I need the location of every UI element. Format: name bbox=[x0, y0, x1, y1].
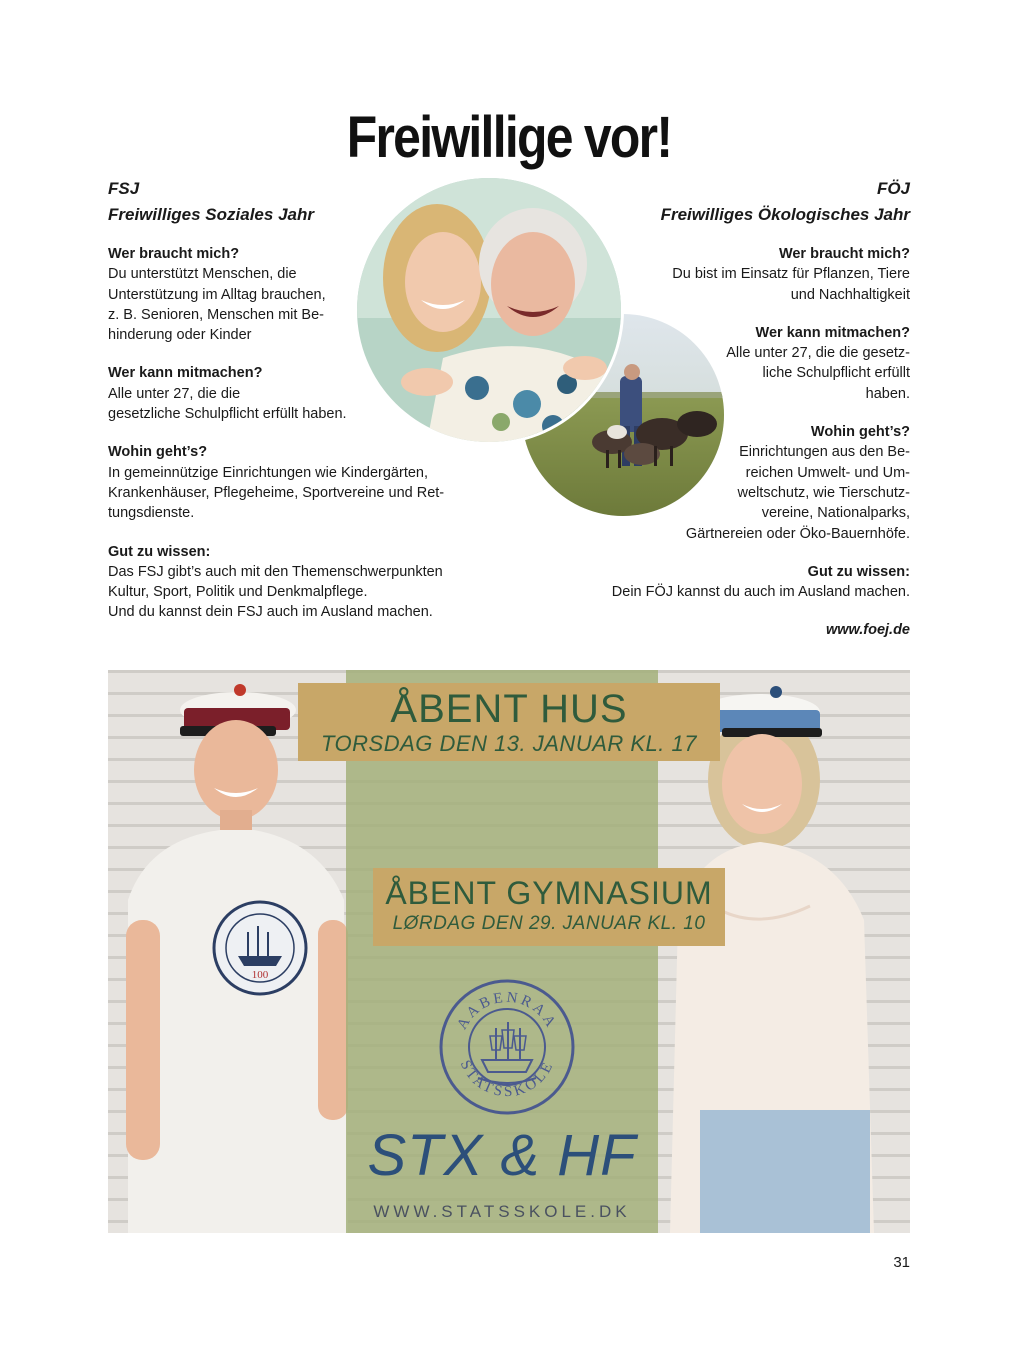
foej-q1: Wer braucht mich? bbox=[778, 246, 910, 262]
foej-a2-l2: liche Schulpflicht erfüllt bbox=[762, 365, 910, 382]
page-number: 31 bbox=[893, 1254, 910, 1271]
statsskole-advertisement bbox=[108, 670, 910, 1233]
foej-a3-l5: Gärtnereien oder Öko-Bauernhöfe. bbox=[685, 525, 910, 542]
fsj-a1-l4: hinderung oder Kinder bbox=[108, 327, 252, 344]
fsj-a1-l2: Unterstützung im Alltag brauchen, bbox=[108, 286, 326, 303]
foej-q4: Gut zu wissen: bbox=[807, 563, 910, 580]
young-and-senior-woman-photo bbox=[354, 175, 624, 445]
fsj-name: Freiwilliges Soziales Jahr bbox=[108, 205, 314, 224]
open-gymnasium-date: LØRDAG DEN 29. JANUAR KL. 10 bbox=[392, 913, 706, 934]
foej-name: Freiwilliges Ökologisches Jahr bbox=[660, 205, 910, 224]
fsj-q2: Wer kann mitmachen? bbox=[108, 365, 263, 382]
foej-q2: Wer kann mitmachen? bbox=[755, 324, 910, 341]
fsj-a3-l1: In gemeinnützige Einrichtungen wie Kindergärten, bbox=[108, 464, 429, 481]
page-title: Freiwillige vor! bbox=[346, 105, 672, 170]
open-house-banner bbox=[298, 683, 720, 761]
open-gymnasium-title: ÅBENT GYMNASIUM bbox=[385, 875, 713, 911]
fsj-q1: Wer braucht mich? bbox=[108, 246, 240, 262]
fsj-q4: Gut zu wissen: bbox=[108, 543, 211, 560]
logo-text-top: AABENRAA bbox=[454, 989, 560, 1033]
foej-a3-l4: vereine, Nationalparks, bbox=[761, 505, 910, 522]
foej-a3-l2: reichen Umwelt- und Um- bbox=[745, 464, 910, 481]
fsj-a1-l1: Du unterstützt Menschen, die bbox=[108, 266, 297, 283]
fsj-a4-l3: Und du kannst dein FSJ auch im Ausland machen. bbox=[108, 604, 433, 621]
foej-q3: Wohin geht’s? bbox=[810, 424, 910, 441]
fsj-a4-l2: Kultur, Sport, Politik und Denkmalpflege. bbox=[108, 584, 368, 601]
fsj-a3-l3: tungsdienste. bbox=[108, 505, 195, 522]
foej-a3-l1: Einrichtungen aus den Be- bbox=[739, 444, 910, 461]
stx-hf-headline: STX & HF bbox=[367, 1123, 637, 1188]
foej-abbr: FÖJ bbox=[876, 179, 910, 198]
open-gymnasium-banner bbox=[373, 868, 725, 946]
fsj-a2-l1: Alle unter 27, die die bbox=[108, 385, 241, 402]
fsj-a4-l1: Das FSJ gibt’s auch mit den Themenschwerpunkten bbox=[108, 563, 443, 580]
shirt-number: 100 bbox=[251, 969, 269, 981]
statsskole-website-link[interactable]: WWW.STATSSKOLE.DK bbox=[373, 1202, 631, 1221]
fsj-a2-l2: gesetzliche Schulpflicht erfüllt haben. bbox=[108, 406, 347, 423]
fsj-a3-l2: Krankenhäuser, Pflegeheime, Sportvereine und Ret- bbox=[108, 484, 445, 501]
fsj-a1-l3: z. B. Senioren, Menschen mit Be- bbox=[108, 306, 324, 323]
foej-a2-l1: Alle unter 27, die die gesetz- bbox=[726, 345, 910, 362]
open-house-date: TORSDAG DEN 13. JANUAR KL. 17 bbox=[321, 731, 697, 756]
two-women-illustration bbox=[357, 178, 621, 442]
foej-a1-l1: Du bist im Einsatz für Pflanzen, Tiere bbox=[672, 266, 910, 283]
open-house-title: ÅBENT HUS bbox=[390, 687, 628, 731]
foej-a4-l1: Dein FÖJ kannst du auch im Ausland machen. bbox=[611, 584, 910, 601]
fsj-q3: Wohin geht’s? bbox=[108, 444, 208, 461]
foej-a3-l3: weltschutz, wie Tierschutz- bbox=[737, 484, 910, 501]
logo-text-bottom: STATSSKOLE bbox=[456, 1057, 558, 1101]
fsj-abbr: FSJ bbox=[108, 179, 140, 198]
foej-website-link[interactable]: www.foej.de bbox=[825, 622, 910, 639]
statsskole-logo bbox=[438, 978, 576, 1116]
foej-a2-l3: haben. bbox=[865, 385, 910, 402]
foej-a1-l2: und Nachhaltigkeit bbox=[790, 286, 910, 303]
